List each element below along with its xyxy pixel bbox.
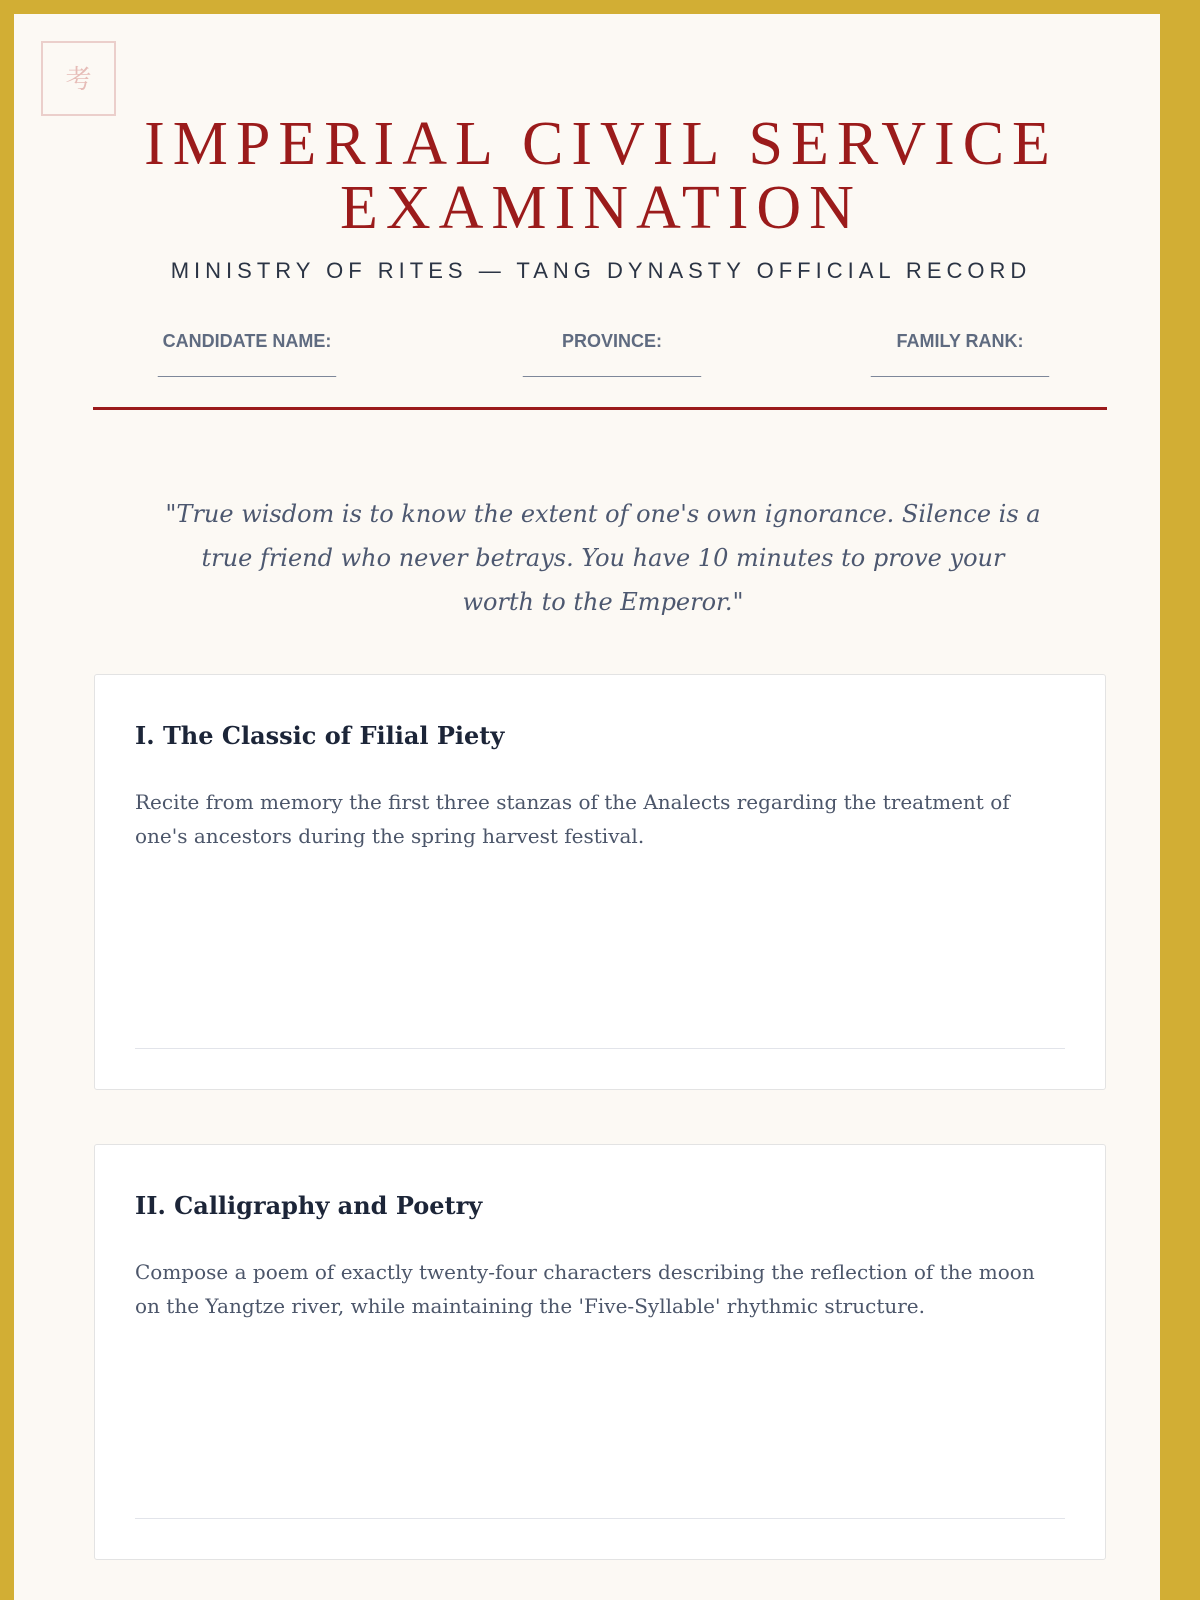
question-1-answer-line[interactable] — [135, 1048, 1065, 1049]
exam-paper — [14, 14, 1160, 1600]
exam-quote: "True wisdom is to know the extent of one's own ignorance. Silence is a true friend who never betrays. You have 10 minutes to prove your worth to the Emperor." — [165, 500, 1041, 616]
question-1-heading: I. The Classic of Filial Piety — [135, 721, 505, 750]
page-subtitle: MINISTRY OF RITES — TANG DYNASTY OFFICIAL RECORD — [170, 258, 1032, 283]
province-blank[interactable]: ____________________ — [523, 361, 701, 378]
question-1-prompt: Recite from memory the first three stanzas of the Analects regarding the treatment of one's ancestors during the spring harvest festival. — [135, 790, 1010, 848]
question-2-prompt: Compose a poem of exactly twenty-four characters describing the reflection of the moon on the Yangtze river, while maintaining the 'Five-Syllable' rhythmic structure. — [135, 1260, 1035, 1318]
question-card-1 — [94, 674, 1106, 1090]
question-2-answer-line[interactable] — [135, 1518, 1065, 1519]
province-field[interactable] — [519, 329, 705, 379]
page-title-line-2: EXAMINATION — [340, 174, 862, 242]
seal-glyph: 考 — [65, 65, 92, 95]
exam-seal-stamp — [41, 41, 116, 116]
candidate-name-label: CANDIDATE NAME: — [162, 331, 332, 351]
header-divider — [93, 407, 1107, 410]
question-card-2 — [94, 1144, 1106, 1560]
province-label: PROVINCE: — [561, 331, 662, 351]
candidate-name-blank[interactable]: ____________________ — [158, 361, 336, 378]
question-2-heading: II. Calligraphy and Poetry — [135, 1191, 483, 1220]
family-rank-field[interactable] — [867, 329, 1053, 379]
candidate-name-field[interactable] — [154, 329, 340, 379]
family-rank-label: FAMILY RANK: — [896, 331, 1024, 351]
page-title-line-1: IMPERIAL CIVIL SERVICE — [144, 110, 1058, 178]
family-rank-blank[interactable]: ____________________ — [871, 361, 1049, 378]
